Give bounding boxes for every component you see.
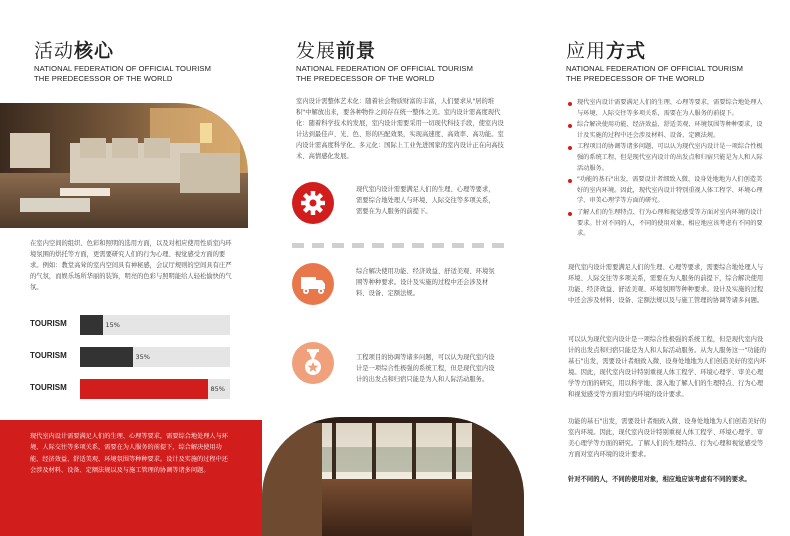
progress-bar-row-2	[30, 347, 230, 367]
col3-title	[566, 36, 646, 63]
col2-title-bold: 前景	[336, 40, 377, 62]
gear-icon	[292, 182, 334, 224]
living-room-photo	[0, 103, 248, 228]
col1-subtitle-line2: THE PREDECESSOR OF THE WORLD	[34, 74, 173, 83]
bar-percent-2: 35%	[135, 353, 150, 361]
dashed-divider-segment	[492, 243, 504, 248]
dashed-divider-segment	[452, 243, 464, 248]
dashed-divider-segment	[352, 243, 364, 248]
col2-subtitle	[296, 64, 473, 84]
list-item: 现代室内设计需要满足人们的生理、心理等要求，需要综合地处理人与环境、人际交往等多项关系，需要在为人服务的前提下。	[568, 98, 768, 119]
list-item: 了解人们的生理特点、行为心理和视觉感受等方面对室内环境的设计要求。针对不同的人，不同的使用对象，相应地应该考虑有不同的要求。	[568, 208, 768, 240]
col2-item-3-text: 工程项目的协调等诸多问题，可以认为现代室内设计是一项综合性极强的系统工程，但是现代室内设计的出发点和归宿只能是为人和人际活动服务。	[356, 354, 495, 383]
list-item: "功能的基石"出发，需要设计者细致入微、设身处地地为人们创造美好的室内环境。因此，现代室内设计特别重视人体工程学、环境心理学、审美心理学等方面的研究。	[568, 175, 768, 207]
bar-track-2	[80, 347, 230, 367]
col3-title-light: 应用	[566, 40, 607, 62]
bar-label-3: TOURISM	[30, 383, 67, 392]
bar-fill-3	[80, 379, 208, 399]
bar-track-1	[80, 315, 230, 335]
col3-paragraph-2: 可以认为现代室内设计是一项综合性极强的系统工程，但是现代室内设计的出发点和归宿只能是为人和人际活动服务。从为人服务这一"功能的基石"出发，需要设计者细致入微、设身处地地为人们创造美好的室内环境。因此，现代室内设计特别重视人体工程学、环境心理学、审美心理学等方面的研究，用以科学地、深入地了解人们的生理特点、行为心理和视觉感受等方面对室内环境的设计要求。	[568, 336, 767, 398]
bar-label-1: TOURISM	[30, 319, 67, 328]
col3-subtitle-line1: NATIONAL FEDERATION OF OFFICIAL TOURISM	[566, 64, 744, 73]
dashed-divider-segment	[412, 243, 424, 248]
dashed-divider	[292, 243, 304, 248]
bar-percent-3: 85%	[210, 385, 225, 393]
col3-paragraph-3: 功能的基石"出发，需要设计者细致入微、设身处地地为人们创造美好的室内环境。因此，现代室内设计特别重视人体工程学、环境心理学、审美心理学等方面的研究。了解人们的生理特点、行为心理和视觉感受等方面对室内环境的设计要求。	[568, 418, 767, 458]
col1-subtitle	[34, 64, 211, 84]
col3-title-bold: 方式	[606, 40, 647, 62]
col2-item-2-text: 综合解决使用功能、经济效益、舒适美观、环境氛围等种种要求。设计及实施的过程中还会涉及材料、设备、定额法规。	[356, 268, 495, 297]
col3-subtitle	[566, 64, 743, 84]
truck-icon	[292, 263, 334, 305]
list-item: 工程项目的协调等诸多问题，可以认为现代室内设计是一项综合性极强的系统工程，但是现代室内设计的出发点和归宿只能是为人和人际活动服务。	[568, 142, 768, 174]
medal-icon	[292, 342, 334, 384]
col3-subtitle-line2: THE PREDECESSOR OF THE WORLD	[566, 74, 705, 83]
dashed-divider-segment	[392, 243, 404, 248]
dashed-divider-segment	[472, 243, 484, 248]
col2-subtitle-line2: THE PREDECESSOR OF THE WORLD	[296, 74, 435, 83]
progress-bar-row-1	[30, 315, 230, 335]
dashed-divider-segment	[372, 243, 384, 248]
list-item: 综合解决使用功能、经济效益、舒适美观、环境氛围等种种要求，设计及实施的过程中还会涉及材料、设备、定额法规。	[568, 120, 768, 141]
col3-paragraph-1: 现代室内设计需要满足人们的生理、心理等要求，需要综合地处理人与环境、人际交往等多项关系，需要在为人服务的前提下，综合解决使用功能、经济效益、舒适美观、环境氛围等种种要求。设计及实施的过程中还会涉及材料、设备、定额法规以及与施工管理的协调等诸多问题。	[568, 264, 764, 304]
bar-fill-1	[80, 315, 103, 335]
col1-title-bold: 核心	[74, 40, 115, 62]
col1-title	[34, 36, 114, 63]
bar-track-3	[80, 379, 230, 399]
progress-bar-row-3	[30, 379, 230, 399]
col2-title	[296, 36, 376, 63]
dashed-divider-segment	[432, 243, 444, 248]
medal-icon-circle	[292, 342, 334, 384]
dashed-divider-segment	[332, 243, 344, 248]
gear-icon-circle	[292, 182, 334, 224]
interior-hall-photo	[262, 417, 524, 536]
col2-title-light: 发展	[296, 40, 337, 62]
col1-body-text: 在室内空间的组织、色彩和照明的选用方面，以及对相应使用性质室内环境氛围的烘托等方面，更需要研究人们的行为心理、视觉感受方面的要求。例如：教堂高耸的室内空间具有神秘感，会议厅规则的空间具有庄严的气氛，而娱乐场所华丽的装饰，明亮的色彩与照明能给人轻松愉快的气氛。	[30, 240, 232, 291]
col2-body-text: 室内设计需整体艺术化：随着社会物质财富的丰富，人们要求从"居的堆积"中解放出来，要各种物件之间存在统一整体之美。室内设计需高度现代化：随着科学技术的发展，室内设计需要采用一切现代科技手段，使室内设计达到最佳声、光、色、形的匹配效果，实现高速度、高效率、高功能。室内设计需高度科学化、多元化：国际上工业先进国家的室内设计正在向高技术、高情感化发展。	[296, 98, 504, 160]
bar-label-2: TOURISM	[30, 351, 67, 360]
col2-subtitle-line1: NATIONAL FEDERATION OF OFFICIAL TOURISM	[296, 64, 474, 73]
truck-icon-circle	[292, 263, 334, 305]
dashed-divider-segment	[312, 243, 324, 248]
col1-title-light: 活动	[34, 40, 75, 62]
bar-fill-2	[80, 347, 133, 367]
col3-bullet-list	[568, 98, 768, 241]
col1-subtitle-line1: NATIONAL FEDERATION OF OFFICIAL TOURISM	[34, 64, 212, 73]
col3-paragraph-4: 针对不同的人，不同的使用对象，相应地应该考虑有不同的要求。	[568, 476, 751, 483]
col2-item-1-text: 现代室内设计需要满足人们的生理、心理等要求，需要综合地处理人与环境、人际交往等多项关系，需要在为人服务的前提下。	[356, 186, 495, 215]
bar-percent-1: 15%	[105, 321, 120, 329]
red-box-text: 现代室内设计需要满足人们的生理、心理等要求，需要综合地处理人与环境、人际交往等多项关系，需要在为人服务的前提下，综合解决使用功能、经济效益、舒适美观、环境氛围等种种要求。设计及实施的过程中还会涉及材料、设备、定额法规以及与施工管理的协调等诸多问题。	[30, 433, 228, 475]
